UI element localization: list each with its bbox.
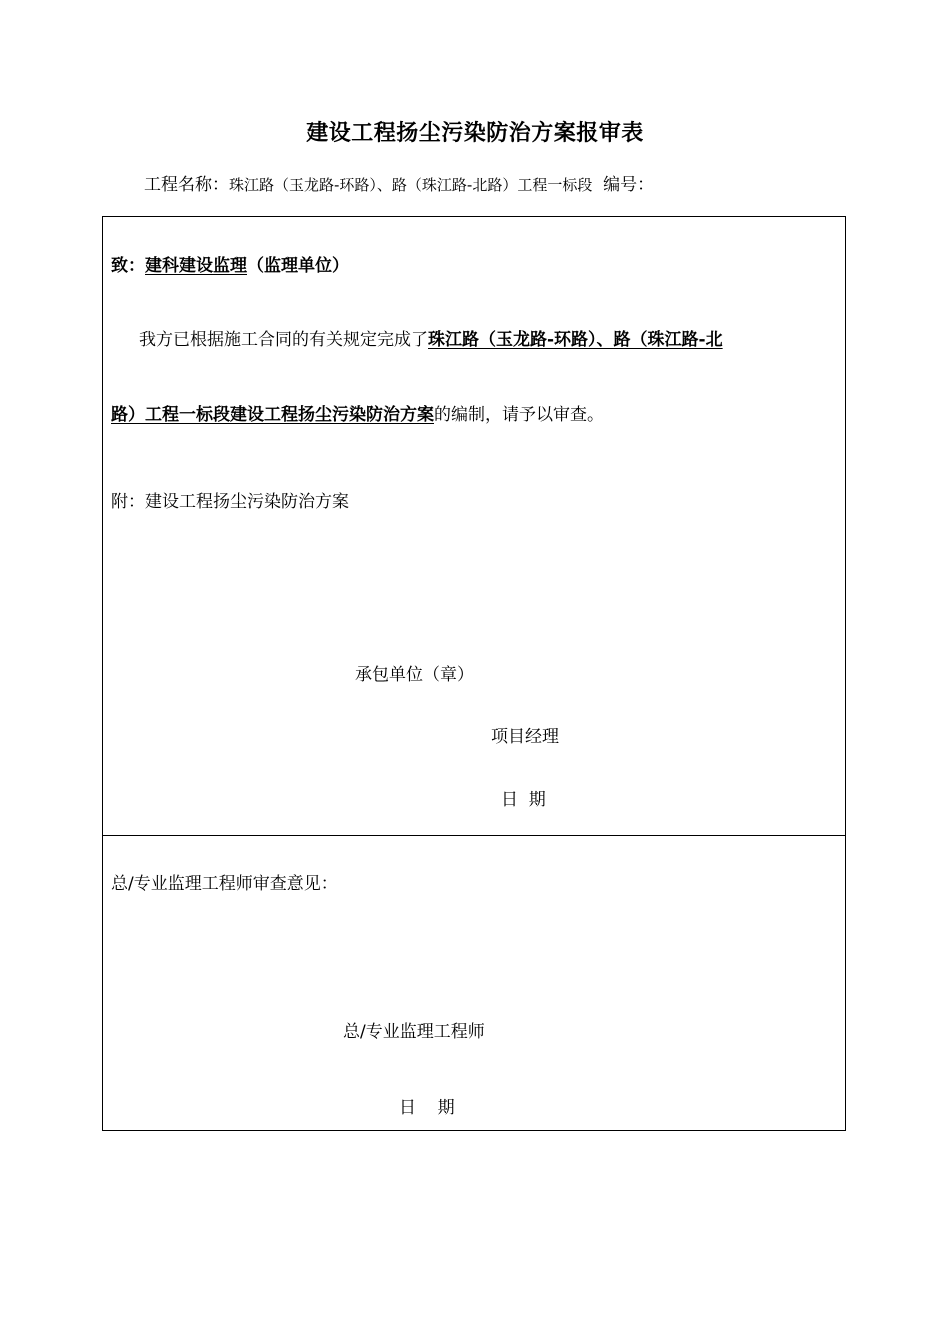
approval-form-table xyxy=(102,216,846,1131)
supervision-unit: 建科建设监理 xyxy=(145,256,247,276)
project-line xyxy=(144,170,654,195)
project-subject-part1: 珠江路（玉龙路-环路）、路（珠江路-北 xyxy=(428,330,723,350)
number-label: 编号： xyxy=(603,175,655,195)
review-opinion-label: 总/专业监理工程师审查意见： xyxy=(111,874,338,894)
addressee-prefix: 致： xyxy=(111,256,145,276)
document-title: 建设工程扬尘污染防治方案报审表 xyxy=(306,121,644,146)
submission-date-label: 日 期 xyxy=(501,790,546,810)
submission-body-line1 xyxy=(139,329,723,351)
project-label: 工程名称： xyxy=(144,175,229,195)
section-divider xyxy=(103,835,845,836)
addressee-suffix: （监理单位） xyxy=(247,256,349,276)
submission-body-line2 xyxy=(111,404,604,426)
attachment-line: 附：建设工程扬尘污染防治方案 xyxy=(111,492,349,512)
submission-intro: 我方已根据施工合同的有关规定完成了 xyxy=(139,330,428,350)
review-date-label: 日 期 xyxy=(399,1098,455,1118)
addressee-line xyxy=(111,255,349,277)
project-manager-label: 项目经理 xyxy=(491,727,559,747)
contractor-seal-label: 承包单位（章） xyxy=(355,665,474,685)
project-name: 珠江路（玉龙路-环路）、路（珠江路-北路）工程一标段 xyxy=(229,176,593,194)
submission-end: 的编制，请予以审查。 xyxy=(434,405,604,425)
project-subject-part2: 路）工程一标段建设工程扬尘污染防治方案 xyxy=(111,405,434,425)
supervising-engineer-label: 总/专业监理工程师 xyxy=(343,1022,485,1042)
